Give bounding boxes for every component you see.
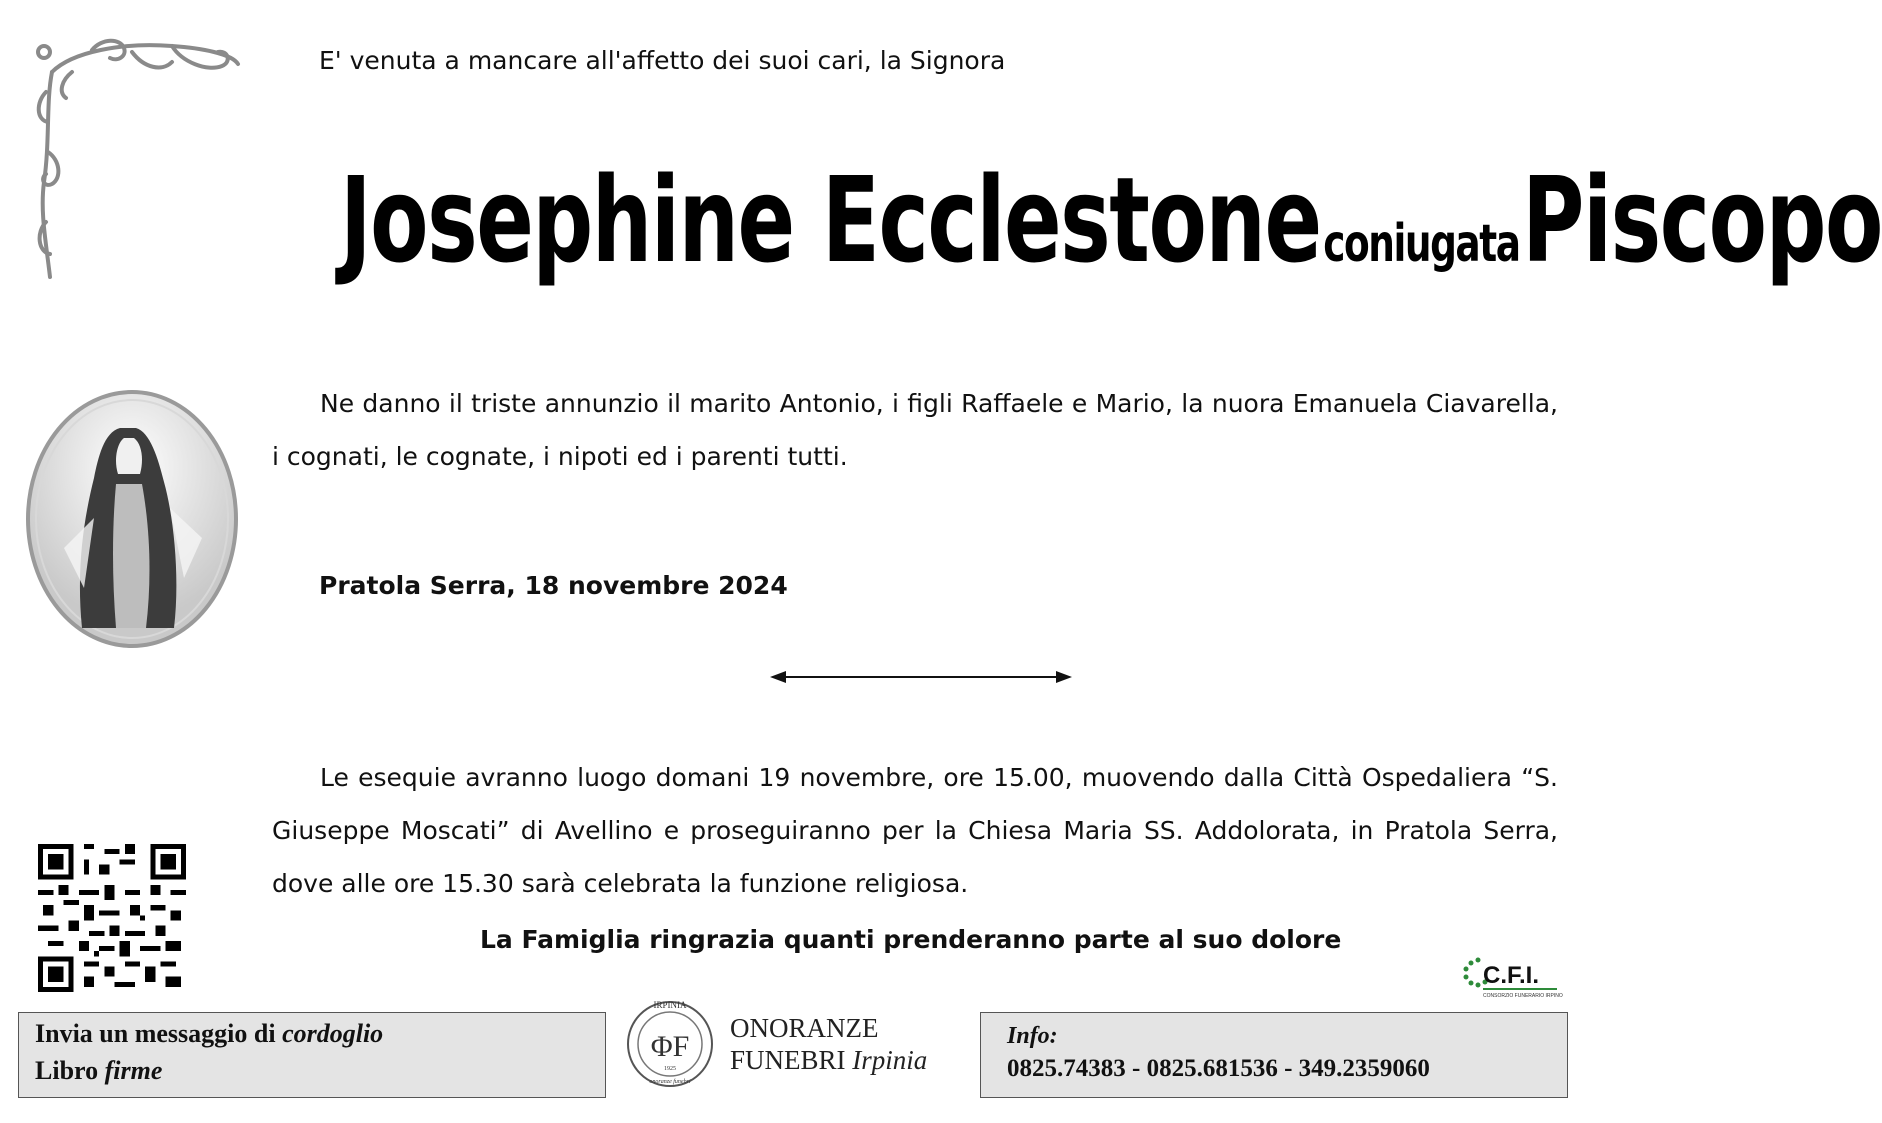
brand-name <box>730 1012 927 1076</box>
announcement-paragraph: Ne danno il triste annunzio il marito Antonio, i figli Raffaele e Mario, la nuora Emanuela Ciavarella, i cognati, le cognate, i nipoti ed i parenti tutti. <box>272 389 1558 471</box>
send-condolence-link[interactable]: Invia un messaggio di cordoglio <box>35 1019 384 1048</box>
brand-line-2: FUNEBRI Irpinia <box>730 1045 928 1075</box>
seal-logo-icon <box>622 994 718 1090</box>
deceased-married-name: Piscopo <box>1522 151 1882 289</box>
svg-text:onoranze funebri: onoranze funebri <box>649 1079 691 1085</box>
brand-line-1: ONORANZE <box>730 1013 879 1043</box>
thanks-text: La Famiglia ringrazia quanti prenderanno parte al suo dolore <box>480 925 1342 954</box>
svg-text:IRPINIA: IRPINIA <box>653 1000 687 1010</box>
guestbook-link[interactable]: Libro firme <box>35 1056 163 1085</box>
deceased-connector: coniugata <box>1323 214 1520 274</box>
cfi-logo-text: C.F.I. <box>1483 962 1540 989</box>
deceased-name <box>340 140 1882 300</box>
phone-numbers[interactable]: 0825.74383 - 0825.681536 - 349.2359060 <box>1007 1055 1430 1082</box>
corner-ornament-icon <box>32 32 247 284</box>
svg-text:ΦF: ΦF <box>650 1030 690 1063</box>
svg-text:1925: 1925 <box>664 1066 676 1072</box>
place-date: Pratola Serra, 18 novembre 2024 <box>319 571 788 600</box>
cfi-logo-icon <box>1461 955 1561 1006</box>
funeral-paragraph: Le esequie avranno luogo domani 19 novembre, ore 15.00, muovendo dalla Città Ospedaliera “S. Giuseppe Moscati” di Avellino e proseguiranno per la Chiesa Maria SS. Addolorata, in Pratola Serra, dove alle ore 15.30 sarà celebrata la funzione religiosa. <box>272 763 1558 898</box>
message-box[interactable] <box>18 1012 606 1098</box>
cfi-logo-subtitle: CONSORZIO FUNERARIO IRPINO <box>1483 993 1563 999</box>
qr-code[interactable] <box>38 844 186 992</box>
madonna-portrait <box>24 388 240 650</box>
info-label: Info: <box>1007 1023 1058 1049</box>
double-arrow-icon <box>768 668 1074 686</box>
intro-text: E' venuta a mancare all'affetto dei suoi cari, la Signora <box>319 46 1006 75</box>
info-box <box>980 1012 1568 1098</box>
deceased-first-name: Josephine Ecclestone <box>340 151 1321 289</box>
